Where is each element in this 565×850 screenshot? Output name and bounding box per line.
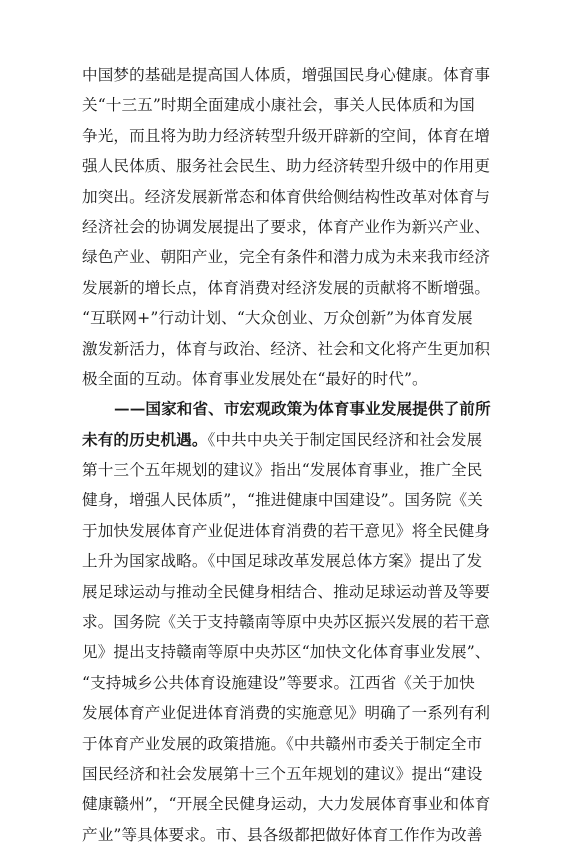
- text-line: 中国梦的基础是提高国人体质，增强国民身心健康。体育事: [82, 66, 491, 84]
- text-line: 于加快发展体育产业促进体育消费的若干意见》将全民健身: [82, 521, 491, 540]
- text-line: 上升为国家战略。《中国足球改革发展总体方案》提出了发: [82, 552, 483, 571]
- text-span: 《中共中央关于制定国民经济和社会发展: [207, 430, 483, 449]
- text-line: 绿色产业、朝阳产业，完全有条件和潜力成为未来我市经济: [82, 248, 491, 267]
- body-text: [82, 60, 491, 850]
- text-line: 极全面的互动。体育事业发展处在“最好的时代”。: [82, 369, 428, 388]
- text-line: 展足球运动与推动全民健身相结合、推动足球运动普及等要: [82, 582, 491, 601]
- text-line: “支持城乡公共体育设施建设”等要求。江西省《关于加快: [82, 673, 475, 692]
- text-line: 发展新的增长点，体育消费对经济发展的贡献将不断增强。: [82, 278, 491, 297]
- text-line: 激发新活力，体育与政治、经济、社会和文化将产生更加积: [82, 339, 491, 358]
- text-line: “互联网+”行动计划、“大众创业、万众创新”为体育发展: [82, 309, 473, 328]
- text-line: 强人民体质、服务社会民生、助力经济转型升级中的作用更: [82, 157, 491, 176]
- text-line: 关“十三五”时期全面建成小康社会，事关人民体质和为国: [82, 96, 475, 115]
- text-line: 加突出。经济发展新常态和体育供给侧结构性改革对体育与: [82, 187, 491, 206]
- section-lead-text: 未有的历史机遇。: [82, 429, 208, 449]
- text-line: 国民经济和社会发展第十三个五年规划的建议》提出“建设: [82, 764, 483, 783]
- text-line: 求。国务院《关于支持赣南等原中央苏区振兴发展的若干意: [82, 613, 491, 632]
- text-line: [82, 425, 482, 455]
- text-line: 健身，增强人民体质”，“推进健康中国建设”。国务院《关: [82, 491, 483, 510]
- text-line: 健康赣州”，“开展全民健身运动，大力发展体育事业和体育: [82, 795, 491, 814]
- text-line: 第十三个五年规划的建议》指出“发展体育事业，推广全民: [82, 461, 483, 480]
- text-line: 发展体育产业促进体育消费的实施意见》明确了一系列有利: [82, 704, 491, 723]
- text-line: 于体育产业发展的政策措施。《中共赣州市委关于制定全市: [82, 734, 483, 753]
- text-line: 见》提出支持赣南等原中央苏区“加快文化体育事业发展”、: [82, 643, 491, 662]
- text-line: 争光，而且将为助力经济转型升级开辟新的空间，体育在增: [82, 126, 491, 145]
- section-lead-line: ——国家和省、市宏观政策为体育事业发展提供了前所: [114, 399, 491, 419]
- text-line: 产业”等具体要求。市、县各级都把做好体育工作作为改善: [82, 825, 483, 844]
- text-line: 经济社会的协调发展提出了要求，体育产业作为新兴产业、: [82, 217, 491, 236]
